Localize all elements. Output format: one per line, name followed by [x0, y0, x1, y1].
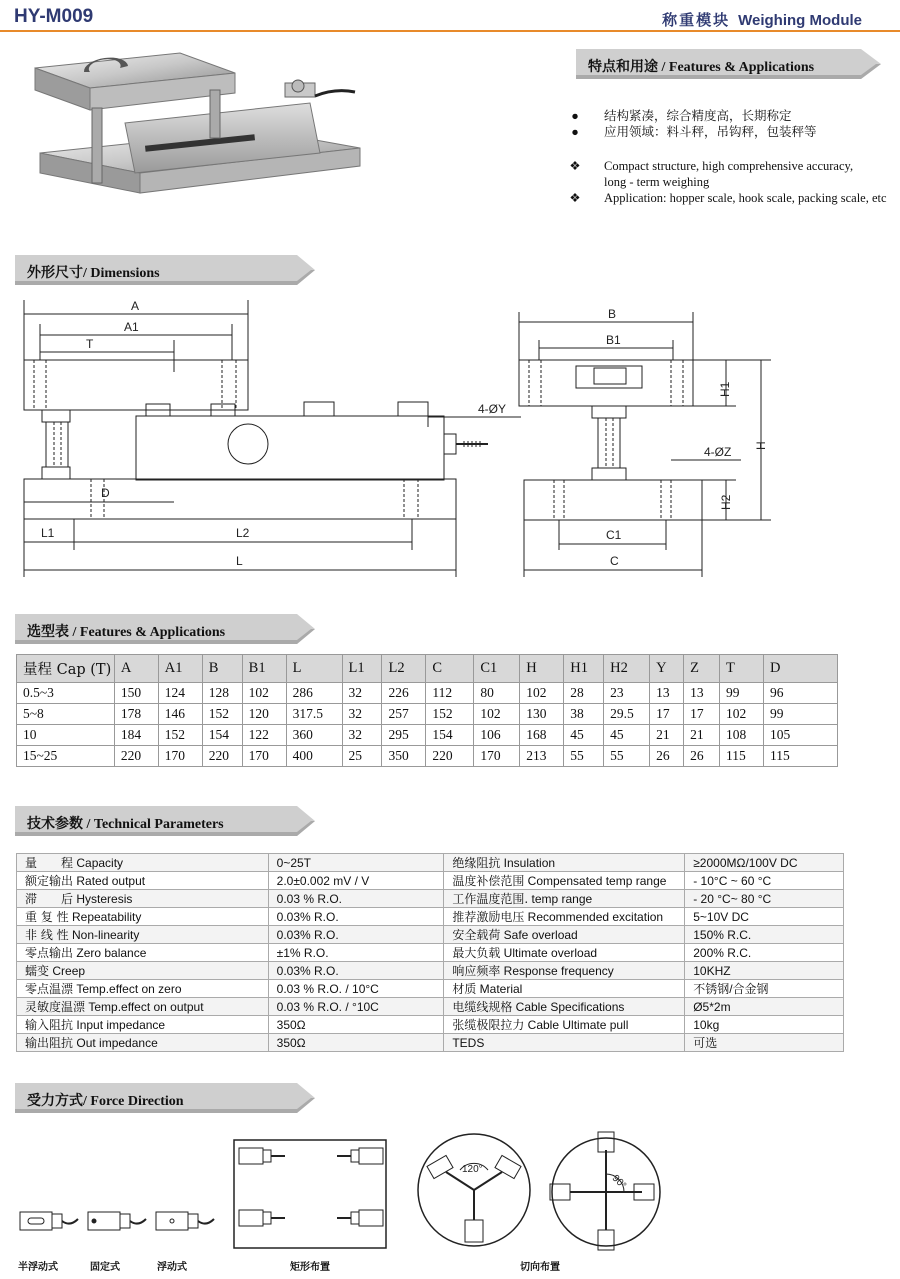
angle-90-label: 90° — [609, 1172, 629, 1192]
param-value: 可选 — [685, 1034, 844, 1052]
caption-tangent: 切向布置 — [520, 1262, 560, 1273]
param-row — [17, 1034, 844, 1052]
title-cn: 称重模块 — [662, 11, 731, 29]
param-value: ≥2000MΩ/100V DC — [685, 854, 844, 872]
col-header: L — [286, 655, 342, 683]
floating-module-icon — [156, 1212, 214, 1230]
param-value: 0.03% R.O. — [268, 908, 444, 926]
caption-rectangle: 矩形布置 — [290, 1262, 330, 1273]
feature-item: ● 应用领域：料斗秤，吊钩秤，包装秤等 — [571, 124, 817, 139]
col-header: B — [202, 655, 242, 683]
features-banner — [576, 49, 886, 79]
param-name: 零点输出 Zero balance — [17, 944, 269, 962]
param-value: 350Ω — [268, 1034, 444, 1052]
selection-banner-text: 选型表 / Features & Applications — [27, 625, 226, 640]
document-title — [662, 9, 862, 30]
col-header: A — [114, 655, 158, 683]
table-row: 0.5~3 150 124 128 102 286 32 226 112 80 102 28 23 13 13 99 96 — [17, 683, 838, 704]
dim-label-h: H — [754, 441, 768, 450]
selection-banner — [15, 614, 320, 644]
features-list — [568, 108, 887, 206]
dim-label-l1: L1 — [41, 526, 55, 540]
param-value: ±1% R.O. — [268, 944, 444, 962]
param-name: 输出阻抗 Out impedance — [17, 1034, 269, 1052]
param-name: 绝缘阻抗 Insulation — [444, 854, 685, 872]
param-name: 滞 后 Hysteresis — [17, 890, 269, 908]
technical-banner-text: 技术参数 / Technical Parameters — [27, 817, 224, 832]
dimensions-banner — [15, 255, 320, 285]
param-name: 零点温漂 Temp.effect on zero — [17, 980, 269, 998]
param-name: 额定输出 Rated output — [17, 872, 269, 890]
force-banner-text: 受力方式/ Force Direction — [27, 1094, 184, 1109]
param-name: 量 程 Capacity — [17, 854, 269, 872]
technical-parameters-table — [16, 853, 844, 1052]
features-banner-text: 特点和用途 / Features & Applications — [588, 60, 815, 75]
param-value: 0.03 % R.O. / °10C — [268, 998, 444, 1016]
param-name: 张缆极限拉力 Cable Ultimate pull — [444, 1016, 685, 1034]
param-row — [17, 998, 844, 1016]
header-accent-line — [0, 30, 900, 32]
param-name: 响应频率 Response frequency — [444, 962, 685, 980]
param-value: 5~10V DC — [685, 908, 844, 926]
col-header: Z — [684, 655, 720, 683]
tangent-layout-120-diagram — [418, 1134, 530, 1246]
param-name: 推荐激励电压 Recommended excitation — [444, 908, 685, 926]
param-value: 10kg — [685, 1016, 844, 1034]
col-header: D — [763, 655, 837, 683]
param-value: 0.03% R.O. — [268, 962, 444, 980]
col-header: L2 — [382, 655, 426, 683]
selection-table — [16, 654, 838, 767]
force-banner — [15, 1083, 320, 1113]
dim-label-h2: H2 — [719, 494, 733, 510]
force-diagrams — [14, 1130, 674, 1255]
param-name: 重 复 性 Repeatability — [17, 908, 269, 926]
param-value: 0.03% R.O. — [268, 926, 444, 944]
param-value: 10KHZ — [685, 962, 844, 980]
table-row: 15~25 220 170 220 170 400 25 350 220 170 213 55 55 26 26 115 115 — [17, 746, 838, 767]
param-name: 最大负载 Ultimate overload — [444, 944, 685, 962]
param-row — [17, 962, 844, 980]
dimensions-banner-text: 外形尺寸/ Dimensions — [27, 266, 160, 281]
dim-label-l: L — [236, 554, 243, 568]
col-header: L1 — [342, 655, 382, 683]
param-name: TEDS — [444, 1034, 685, 1052]
param-row — [17, 980, 844, 998]
param-name: 输入阻抗 Input impedance — [17, 1016, 269, 1034]
param-value: 0~25T — [268, 854, 444, 872]
col-header: B1 — [242, 655, 286, 683]
col-header: C1 — [474, 655, 520, 683]
tangent-layout-90-diagram — [550, 1132, 660, 1250]
dim-label-a1: A1 — [124, 320, 139, 334]
dimension-drawing — [16, 292, 776, 584]
dim-label-a: A — [131, 299, 140, 313]
feature-item: ● 结构紧凑，综合精度高，长期称定 — [571, 108, 792, 123]
param-value: 150% R.C. — [685, 926, 844, 944]
half-float-module-icon — [20, 1212, 78, 1230]
param-value: 200% R.C. — [685, 944, 844, 962]
dim-label-t: T — [86, 337, 94, 351]
col-header: Y — [650, 655, 684, 683]
param-name: 灵敏度温漂 Temp.effect on output — [17, 998, 269, 1016]
dim-label-b1: B1 — [606, 333, 621, 347]
param-name: 蠕变 Creep — [17, 962, 269, 980]
dim-label-b: B — [608, 307, 617, 321]
param-name: 安全载荷 Safe overload — [444, 926, 685, 944]
param-name: 非 线 性 Non-linearity — [17, 926, 269, 944]
param-value: - 20 °C~ 80 °C — [685, 890, 844, 908]
col-header: 量程 Cap (T) — [17, 655, 115, 683]
col-header: A1 — [158, 655, 202, 683]
param-row — [17, 854, 844, 872]
table-header-row — [17, 655, 838, 683]
param-value: - 10°C ~ 60 °C — [685, 872, 844, 890]
technical-banner — [15, 806, 320, 836]
dim-label-z: 4-ØZ — [704, 445, 732, 459]
dim-label-c: C — [610, 554, 619, 568]
col-header: H2 — [604, 655, 650, 683]
param-value: 350Ω — [268, 1016, 444, 1034]
param-row — [17, 890, 844, 908]
param-row — [17, 908, 844, 926]
param-value: 不锈钢/合金钢 — [685, 980, 844, 998]
dim-label-h1: H1 — [718, 381, 732, 397]
feature-item: long - term weighing — [604, 175, 710, 189]
param-name: 电缆线规格 Cable Specifications — [444, 998, 685, 1016]
rectangle-layout-diagram — [234, 1140, 386, 1248]
feature-spacer — [568, 140, 887, 158]
param-value: 2.0±0.002 mV / V — [268, 872, 444, 890]
param-name: 材质 Material — [444, 980, 685, 998]
param-value: 0.03 % R.O. / 10°C — [268, 980, 444, 998]
title-en: Weighing Module — [738, 12, 862, 29]
param-name: 工作温度范围. temp range — [444, 890, 685, 908]
param-row — [17, 1016, 844, 1034]
param-row — [17, 926, 844, 944]
param-name: 温度补偿范围 Compensated temp range — [444, 872, 685, 890]
table-row: 10 184 152 154 122 360 32 295 154 106 168 45 45 21 21 108 105 — [17, 725, 838, 746]
col-header: T — [720, 655, 764, 683]
dim-label-l2: L2 — [236, 526, 250, 540]
caption-fixed: 固定式 — [90, 1262, 120, 1273]
model-number: HY-M009 — [14, 6, 94, 27]
product-photo — [30, 48, 370, 208]
angle-120-label: 120° — [462, 1164, 483, 1175]
param-value: Ø5*2m — [685, 998, 844, 1016]
param-value: 0.03 % R.O. — [268, 890, 444, 908]
col-header: H1 — [564, 655, 604, 683]
col-header: C — [426, 655, 474, 683]
dim-label-y: 4-ØY — [478, 402, 507, 416]
col-header: H — [520, 655, 564, 683]
feature-item: ❖ Application: hopper scale, hook scale, packing scale, etc — [569, 191, 887, 205]
caption-half-float: 半浮动式 — [18, 1262, 58, 1273]
dim-label-c1: C1 — [606, 528, 622, 542]
fixed-module-icon — [88, 1212, 146, 1230]
caption-floating: 浮动式 — [157, 1262, 187, 1273]
param-row — [17, 872, 844, 890]
feature-item: ❖ Compact structure, high comprehensive accuracy, — [569, 159, 854, 173]
dim-label-d: D — [101, 486, 110, 500]
param-row — [17, 944, 844, 962]
table-row: 5~8 178 146 152 120 317.5 32 257 152 102 130 38 29.5 17 17 102 99 — [17, 704, 838, 725]
